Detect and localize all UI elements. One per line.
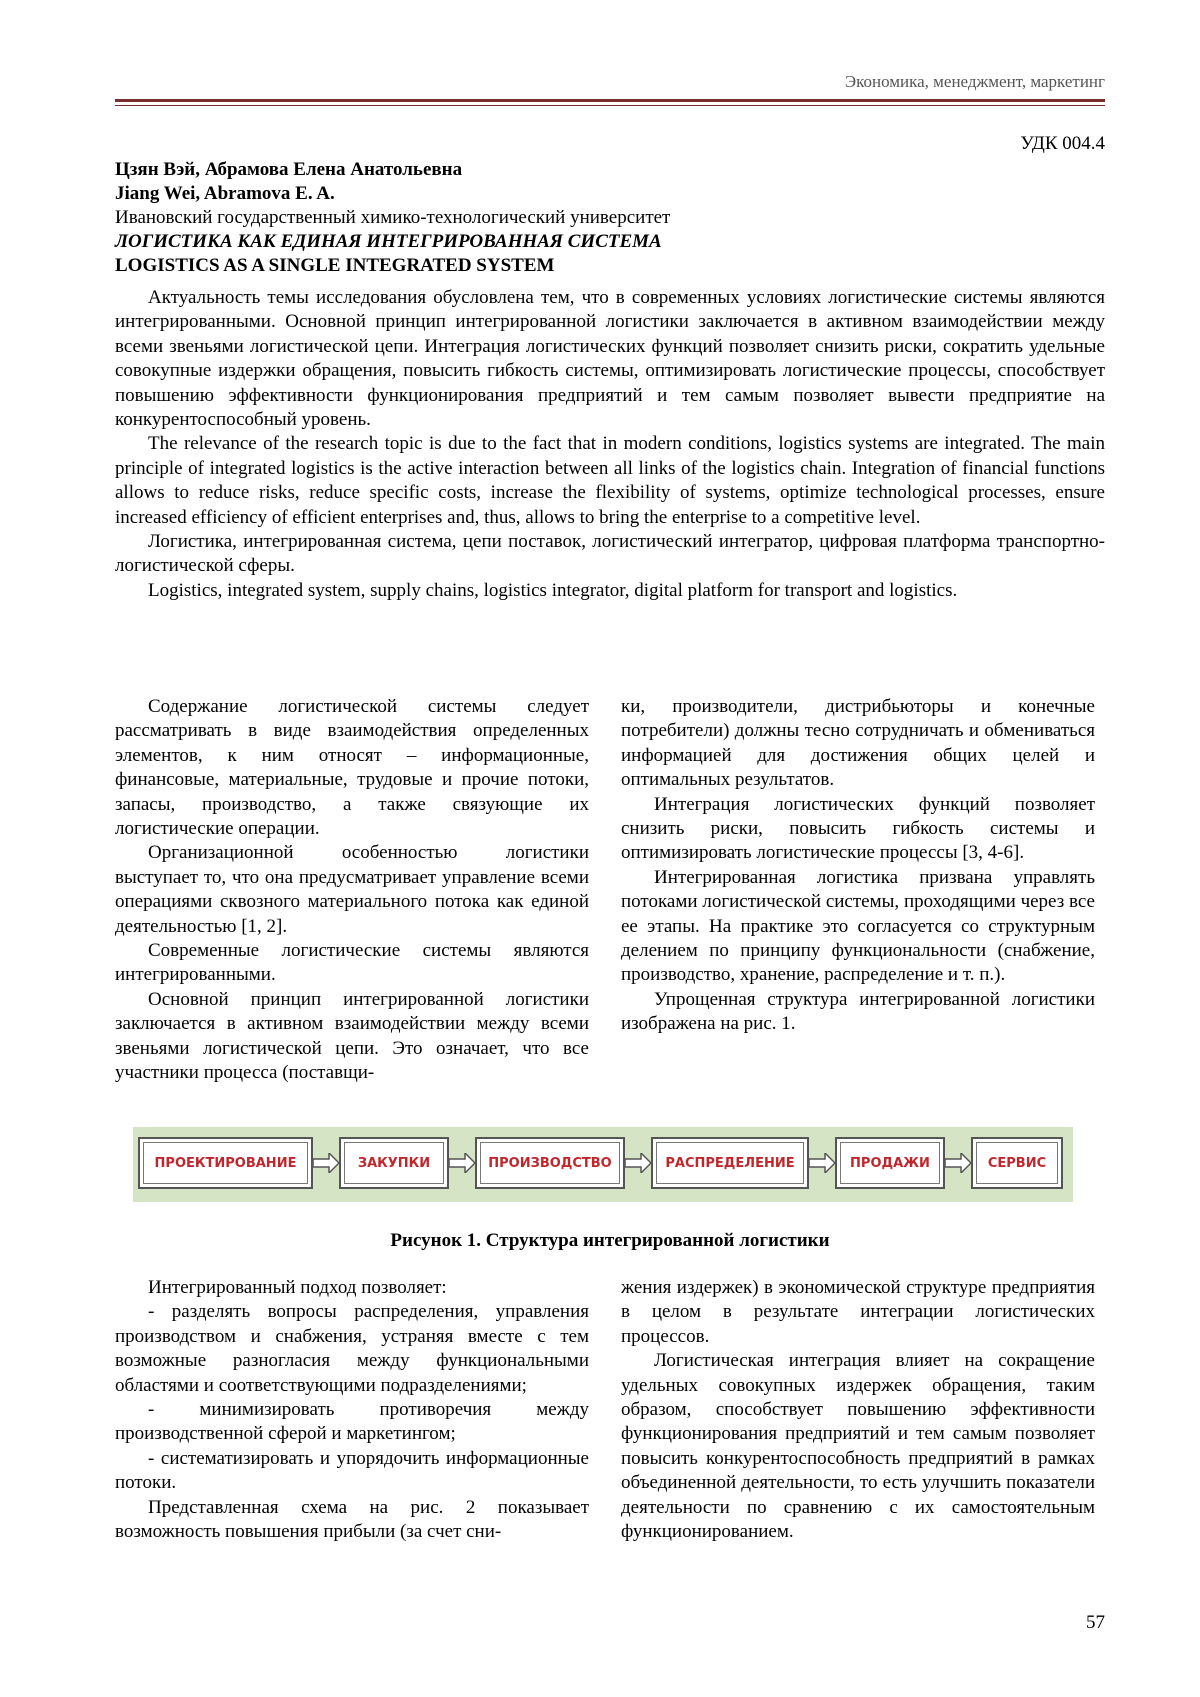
list-item: - минимизировать противоречия между производственной сферой и маркетингом; — [115, 1399, 589, 1445]
body-column-right-1 — [621, 695, 1095, 1037]
figure-logistics-structure — [133, 1127, 1073, 1202]
paragraph: жения издержек) в экономической структуре предприятия в целом в результате интеграции логистических процессов. — [621, 1277, 1095, 1347]
paragraph: Основной принцип интегрированной логистики заключается в активном взаимодействии между всеми звеньями логистической цепи. Это означает, что все участники процесса (поставщи- — [115, 988, 589, 1084]
abstract-en: The relevance of the research topic is due to the fact that in modern conditions, logistics systems are integrated. The main principle of integrated logistics is the active interaction between all links of the logistics chain. Integration of financial functions allows to reduce risks, reduce specific costs, increase the flexibility of systems, optimize technological processes, ensure increased efficiency of efficient enterprises and, thus, allows to bring the enterprise to a competitive level. — [115, 433, 1105, 528]
keywords-ru: Логистика, интегрированная система, цепи поставок, логистический интегратор, цифровая платформа транспортно-логистической сферы. — [115, 531, 1105, 577]
stage-box: ПРОЕКТИРОВАНИЕ — [138, 1137, 313, 1189]
figure-caption: Рисунок 1. Структура интегрированной логистики — [390, 1230, 830, 1251]
stage-box: ПРОИЗВОДСТВО — [475, 1137, 625, 1189]
stage-box: ЗАКУПКИ — [339, 1137, 449, 1189]
paragraph: Организационной особенностью логистики выступает то, что она предусматривает управление всеми операциями сквозного материального потока как единой деятельностью [1, 2]. — [115, 842, 589, 937]
paragraph: ки, производители, дистрибьюторы и конечные потребители) должны тесно сотрудничать и обмениваться информацией для достижения общих целей и оптимальных результатов. — [621, 696, 1095, 791]
body-column-left-2 — [115, 1276, 589, 1544]
header-rule — [115, 99, 1105, 102]
arrow-right-icon — [313, 1153, 339, 1173]
arrow-right-icon — [809, 1153, 835, 1173]
abstract-ru: Актуальность темы исследования обусловлена тем, что в современных условиях логистические системы являются интегрированными. Основной принцип интегрированной логистики заключается в активном взаимодействии между всеми звеньями логистической цепи. Интеграция логистических функций позволяет снизить риски, сократить удельные совокупные издержки обращения, повысить гибкость системы, оптимизировать логистические процессы, способствует повышению эффективности функционирования предприятий и тем самым позволяет вывести предприятие на конкурентоспособный уровень. — [115, 287, 1105, 431]
header-rule-thin — [115, 105, 1105, 106]
stage-box: СЕРВИС — [971, 1137, 1063, 1189]
title-ru: ЛОГИСТИКА КАК ЕДИНАЯ ИНТЕГРИРОВАННАЯ СИСТЕМА — [115, 231, 662, 252]
article-header — [115, 158, 1105, 278]
paragraph: Представленная схема на рис. 2 показывает возможность повышения прибыли (за счет сни- — [115, 1496, 589, 1543]
running-head: Экономика, менеджмент, маркетинг — [844, 72, 1105, 91]
paragraph: Упрощенная структура интегрированной логистики изображена на рис. 1. — [621, 988, 1095, 1035]
paragraph: Интегрированный подход позволяет: — [148, 1277, 447, 1298]
stage-box: ПРОДАЖИ — [835, 1137, 945, 1189]
udk-code: УДК 004.4 — [1020, 133, 1105, 154]
affiliation: Ивановский государственный химико-технологический университет — [115, 207, 671, 228]
body-column-right-2 — [621, 1276, 1095, 1544]
authors-ru: Цзян Вэй, Абрамова Елена Анатольевна — [115, 159, 463, 180]
authors-en: Jiang Wei, Abramova E. A. — [115, 183, 335, 204]
abstract-block — [115, 286, 1105, 603]
paragraph: Интегрированная логистика призвана управлять потоками логистической системы, проходящими через все ее этапы. На практике это согласуется со структурным делением по принципу функциональности (снабжение, производство, хранение, распределение и т. п.). — [621, 866, 1095, 986]
stage-box: РАСПРЕДЕЛЕНИЕ — [651, 1137, 809, 1189]
keywords-en: Logistics, integrated system, supply chains, logistics integrator, digital platform for transport and logistics. — [148, 579, 958, 601]
arrow-right-icon — [449, 1153, 475, 1173]
arrow-right-icon — [945, 1153, 971, 1173]
title-en: LOGISTICS AS A SINGLE INTEGRATED SYSTEM — [115, 255, 555, 276]
arrow-right-icon — [625, 1153, 651, 1173]
paragraph: Современные логистические системы являются интегрированными. — [115, 940, 589, 986]
paragraph: Содержание логистической системы следует рассматривать в виде взаимодействия определенных элементов, к ним относят – информационные, финансовые, материальные, трудовые и прочие потоки, запасы, производство, а также связующие их логистические операции. — [115, 696, 589, 840]
page-number: 57 — [1086, 1612, 1105, 1633]
paragraph: Интеграция логистических функций позволяет снизить риски, повысить гибкость системы и оптимизировать логистические процессы [3, 4-6]. — [621, 793, 1095, 864]
list-item: - разделять вопросы распределения, управления производством и снабжения, устраняя вместе с тем возможные разногласия между функциональными областями и соответствующими подразделениями; — [115, 1301, 589, 1396]
paragraph: Логистическая интеграция влияет на сокращение удельных совокупных издержек обращения, таким образом, способствует повышению эффективности функционирования предприятий и тем самым позволяет повысить конкурентоспособность предприятий в рамках объединенной деятельности, то есть улучшить показатели деятельности по сравнению с их самостоятельным функционированием. — [621, 1350, 1095, 1543]
list-item: - систематизировать и упорядочить информационные потоки. — [115, 1447, 589, 1494]
body-column-left-1 — [115, 695, 589, 1086]
